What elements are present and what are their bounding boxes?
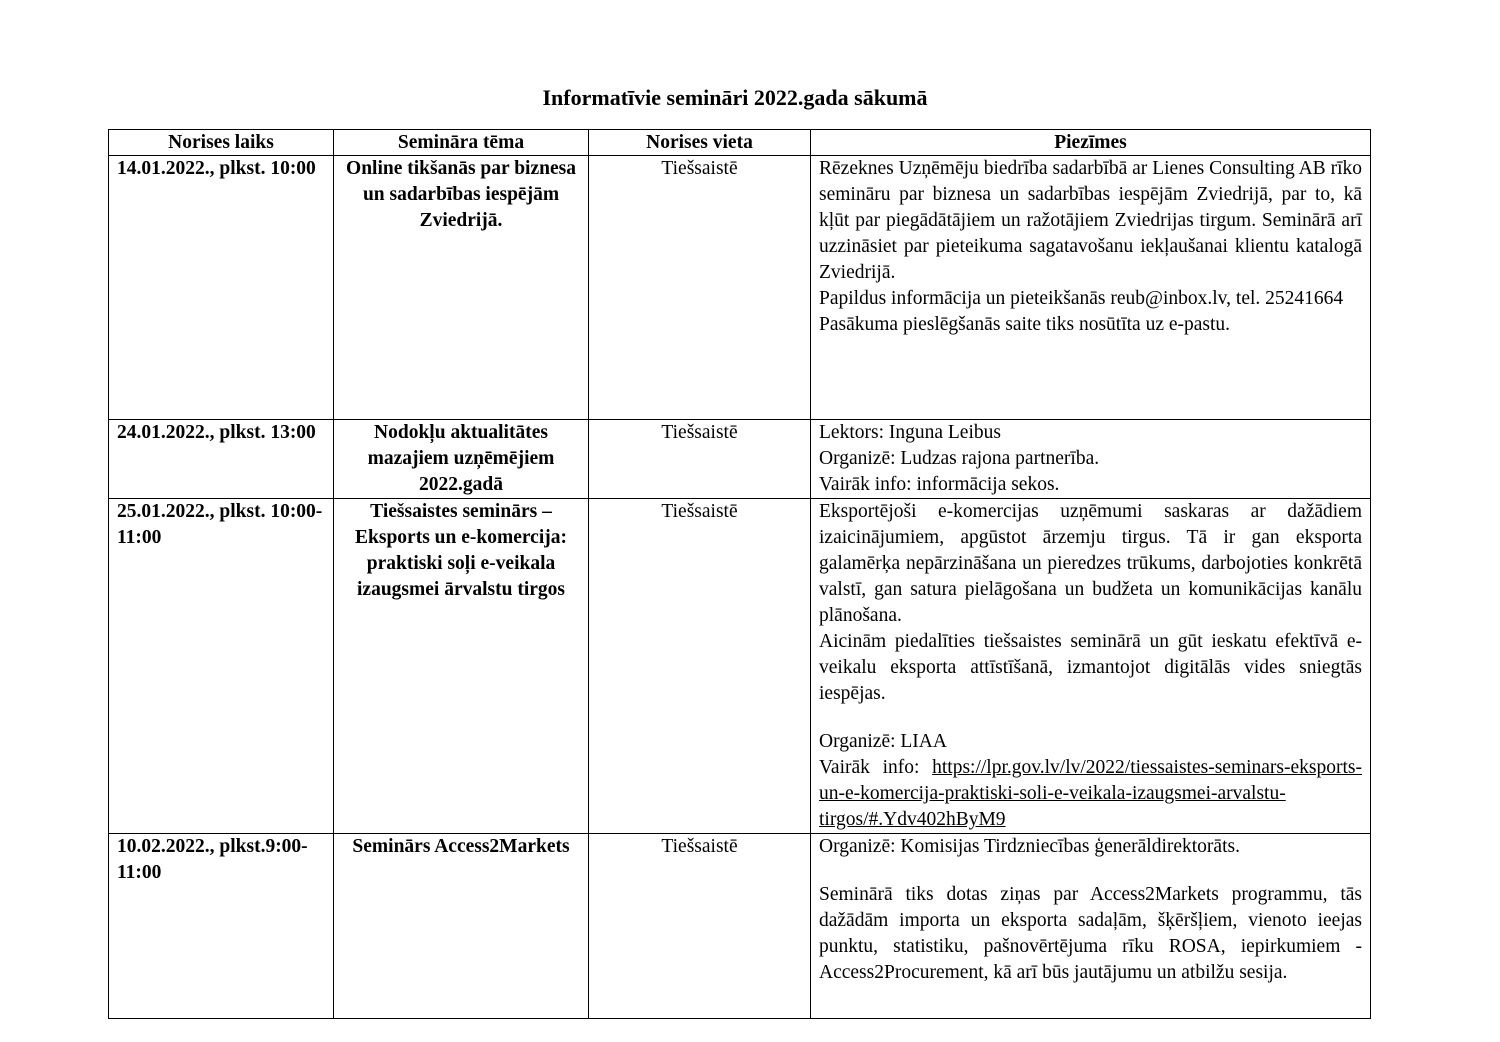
notes-paragraph: Lektors: Inguna Leibus (819, 422, 1001, 443)
notes-paragraph: Pasākuma pieslēgšanās saite tiks nosūtīta uz e-pastu. (819, 314, 1231, 335)
table-row (109, 156, 1371, 420)
cell-place: Tiešsaistē (589, 834, 811, 1019)
notes-paragraph: Organizē: Ludzas rajona partnerība. (819, 448, 1100, 469)
notes-paragraph: Eksportējoši e-komercijas uzņēmumi saskaras ar dažādiem izaicinājumiem, apgūstot ārzemju tirgus. Tā ir gan eksporta galamērķa nepārzināšana un pieredzes trūkums, darbojoties konkrētā valstī, gan satura pielāgošana un budžeta un komunikācijas kanālu plānošana. (819, 501, 1362, 626)
cell-time: 24.01.2022., plkst. 13:00 (109, 420, 334, 499)
header-place: Norises vieta (589, 130, 811, 156)
notes-paragraph: Organizē: Komisijas Tirdzniecības ģenerāldirektorāts. (819, 836, 1240, 857)
cell-notes (811, 420, 1371, 499)
table-row (109, 420, 1371, 499)
notes-paragraph: Organizē: LIAA (819, 731, 947, 752)
notes-paragraph: Seminārā tiks dotas ziņas par Access2Markets programmu, tās dažādām importa un eksporta sadaļām, šķēršļiem, vienoto ieejas punktu, statistiku, pašnovērtējuma rīku ROSA, iepirkumiem - Access2Procurement, kā arī būs jautājumu un atbilžu sesija. (819, 884, 1362, 983)
table-row (109, 834, 1371, 1019)
cell-notes (811, 156, 1371, 420)
more-info-label: Vairāk info: (819, 757, 933, 778)
cell-topic: Nodokļu aktualitātes mazajiem uzņēmējiem 2022.gadā (334, 420, 589, 499)
cell-notes (811, 834, 1371, 1019)
notes-paragraph: Rēzeknes Uzņēmēju biedrība sadarbībā ar Lienes Consulting AB rīko semināru par biznesa un sadarbības iespējām Zviedrijā, par to, kā kļūt par piegādātājiem un ražotājiem Zviedrijas tirgum. Seminārā arī uzzināsiet par pieteikuma sagatavošanu iekļaušanai klientu katalogā Zviedrijā. (819, 158, 1362, 283)
header-time: Norises laiks (109, 130, 334, 156)
cell-time: 10.02.2022., plkst.9:00-11:00 (109, 834, 334, 1019)
notes-more-info (819, 755, 1362, 833)
cell-place: Tiešsaistē (589, 156, 811, 420)
table-header-row (109, 130, 1371, 156)
cell-place: Tiešsaistē (589, 420, 811, 499)
cell-topic: Seminārs Access2Markets (334, 834, 589, 1019)
header-topic: Semināra tēma (334, 130, 589, 156)
notes-paragraph: Aicinām piedalīties tiešsaistes seminārā un gūt ieskatu efektīvā e-veikalu eksporta attīstīšanā, izmantojot digitālās vides sniegtās iespējas. (819, 631, 1362, 704)
document-title: Informatīvie semināri 2022.gada sākumā (542, 85, 928, 110)
cell-place: Tiešsaistē (589, 499, 811, 834)
seminar-info-link[interactable]: https://lpr.gov.lv/lv/2022/tiessaistes-seminars-eksports-un-e-komercija-praktiski-soli-e-veikala-izaugsmei-arvalstu-tirgos/#.Ydv402hByM9 (819, 757, 1362, 830)
cell-time: 25.01.2022., plkst. 10:00-11:00 (109, 499, 334, 834)
notes-paragraph: Papildus informācija un pieteikšanās reub@inbox.lv, tel. 25241664 (819, 288, 1344, 309)
cell-notes (811, 499, 1371, 834)
seminar-table (108, 129, 1371, 1019)
notes-paragraph: Vairāk info: informācija sekos. (819, 474, 1060, 495)
cell-topic: Tiešsaistes seminārs – Eksports un e-komercija: praktiski soļi e-veikala izaugsmei ārvalstu tirgos (334, 499, 589, 834)
table-row (109, 499, 1371, 834)
header-notes: Piezīmes (811, 130, 1371, 156)
cell-time: 14.01.2022., plkst. 10:00 (109, 156, 334, 420)
cell-topic: Online tikšanās par biznesa un sadarbības iespējām Zviedrijā. (334, 156, 589, 420)
